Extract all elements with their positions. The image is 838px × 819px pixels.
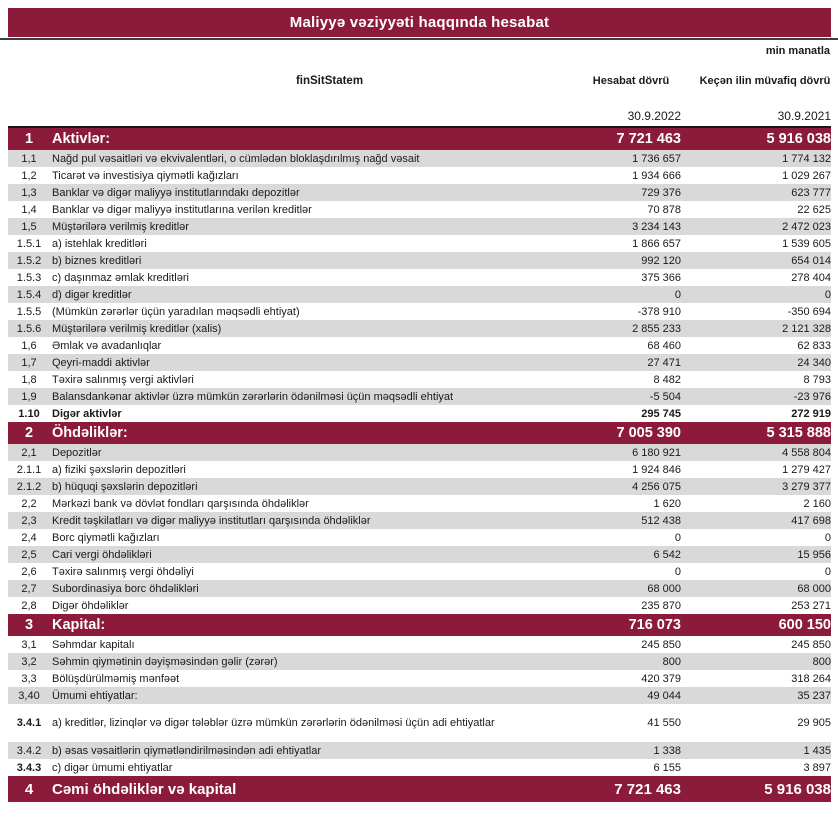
table-row — [8, 597, 831, 614]
value-current: 49 044 — [647, 689, 681, 702]
value-current: 7 005 390 — [616, 425, 681, 441]
row-label: b) hüquqi şəxslərin depozitləri — [52, 480, 198, 493]
table-row — [8, 286, 831, 303]
table-row — [8, 444, 831, 461]
value-current: 0 — [674, 531, 681, 544]
value-current: 0 — [674, 288, 681, 301]
row-number: 3.4.3 — [16, 761, 42, 774]
row-number: 3,2 — [21, 655, 37, 668]
row-number: 1,5 — [21, 220, 37, 233]
table-row — [8, 337, 831, 354]
row-label: Banklar və digər maliyyə institutlarına verilən kreditlər — [52, 203, 312, 216]
value-previous: 318 264 — [791, 672, 831, 685]
value-current: 8 482 — [653, 373, 681, 386]
row-label: d) digər kreditlər — [52, 288, 132, 301]
value-previous: 654 014 — [791, 254, 831, 267]
row-label: Cari vergi öhdəlikləri — [52, 548, 152, 561]
value-previous: 68 000 — [797, 582, 831, 595]
value-previous: 800 — [812, 655, 831, 668]
report-title: Maliyyə vəziyyəti haqqında hesabat — [289, 14, 550, 31]
value-current: 1 934 666 — [632, 169, 681, 182]
value-previous: 62 833 — [797, 339, 831, 352]
value-previous: 1 029 267 — [782, 169, 831, 182]
row-number: 1,9 — [21, 390, 37, 403]
value-previous: 245 850 — [791, 638, 831, 651]
row-number: 1,3 — [21, 186, 37, 199]
row-label: Kredit təşkilatları və digər maliyyə institutları qarşısında öhdəliklər — [52, 514, 371, 527]
date-header-row — [8, 103, 831, 128]
table-row — [8, 269, 831, 286]
row-number: 2,4 — [21, 531, 37, 544]
value-current: 27 471 — [647, 356, 681, 369]
value-previous: 417 698 — [791, 514, 831, 527]
column-header-previous-period: Keçən ilin müvafiq dövrü — [699, 74, 831, 87]
table-row — [8, 167, 831, 184]
unit-note-row — [0, 40, 838, 59]
row-label: Balansdankənar aktivlər üzrə mümkün zərərlərin ödənilməsi üçün məqsədli ehtiyat — [52, 390, 454, 403]
value-previous: 5 916 038 — [766, 131, 831, 147]
table-row — [8, 563, 831, 580]
value-current: 1 866 657 — [632, 237, 681, 250]
table-row — [8, 636, 831, 653]
value-current: 992 120 — [641, 254, 681, 267]
row-label: Digər öhdəliklər — [52, 599, 129, 612]
value-previous: 623 777 — [791, 186, 831, 199]
row-label: Səhmdar kapitalı — [52, 638, 135, 651]
row-label: Ticarət və investisiya qiymətli kağızları — [52, 169, 239, 182]
row-number: 1.5.6 — [16, 322, 42, 335]
row-label: a) istehlak kreditləri — [52, 237, 147, 250]
row-label: Depozitlər — [52, 446, 102, 459]
value-previous: 8 793 — [803, 373, 831, 386]
row-label: Nağd pul vəsaitləri və ekvivalentləri, o cümlədən bloklaşdırılmış nağd vəsait — [52, 152, 420, 165]
table-row — [8, 742, 831, 759]
row-number: 1.5.1 — [16, 237, 42, 250]
value-current: 4 256 075 — [632, 480, 681, 493]
row-number: 1,8 — [21, 373, 37, 386]
value-current: -378 910 — [637, 305, 681, 318]
table-row — [8, 512, 831, 529]
row-number: 2,3 — [21, 514, 37, 527]
value-previous: 15 956 — [797, 548, 831, 561]
value-previous: 1 435 — [803, 744, 831, 757]
row-label: b) əsas vəsaitlərin qiymətləndirilməsindən adi ehtiyatlar — [52, 744, 322, 757]
row-number: 1,7 — [21, 356, 37, 369]
row-label: Kapital: — [52, 617, 106, 633]
table-row — [8, 478, 831, 495]
table-row — [8, 303, 831, 320]
value-previous: 3 279 377 — [782, 480, 831, 493]
row-number: 1.5.5 — [16, 305, 42, 318]
row-number: 2,8 — [21, 599, 37, 612]
table-row — [8, 371, 831, 388]
value-previous: 2 472 023 — [782, 220, 831, 233]
value-previous: 5 916 038 — [764, 780, 831, 798]
table-row — [8, 150, 831, 167]
value-current: 729 376 — [641, 186, 681, 199]
value-previous: 24 340 — [797, 356, 831, 369]
table-row — [8, 529, 831, 546]
row-label: Müştərilərə verilmiş kreditlər (xalis) — [52, 322, 222, 335]
section-header-row — [8, 128, 831, 150]
table-row — [8, 354, 831, 371]
row-label: Təxirə salınmış vergi öhdəliyi — [52, 565, 194, 578]
value-previous: 35 237 — [797, 689, 831, 702]
value-current: 68 000 — [647, 582, 681, 595]
column-header-current-period: Hesabat dövrü — [592, 74, 670, 87]
value-current: 512 438 — [641, 514, 681, 527]
table-row — [8, 653, 831, 670]
value-previous: 2 160 — [803, 497, 831, 510]
row-label: Səhmin qiymətinin dəyişməsindən gəlir (zərər) — [52, 655, 278, 668]
row-number: 2,2 — [21, 497, 37, 510]
row-label: Qeyri-maddi aktivlər — [52, 356, 150, 369]
column-header-label: finSitStatem — [295, 75, 364, 87]
column-header-row — [8, 59, 831, 103]
row-number: 1.5.3 — [16, 271, 42, 284]
row-number: 1.5.4 — [16, 288, 42, 301]
value-current: 1 736 657 — [632, 152, 681, 165]
table-row — [8, 405, 831, 422]
row-number: 3.4.1 — [16, 717, 42, 729]
row-number: 1.5.2 — [16, 254, 42, 267]
row-label: Müştərilərə verilmiş kreditlər — [52, 220, 189, 233]
row-label: Banklar və digər maliyyə institutlarındakı depozitlər — [52, 186, 300, 199]
row-number: 3 — [24, 617, 34, 633]
financial-statement-sheet — [0, 8, 838, 819]
table-row — [8, 580, 831, 597]
value-current: 70 878 — [647, 203, 681, 216]
table-row — [8, 201, 831, 218]
value-current: 41 550 — [647, 717, 681, 729]
row-number: 2,5 — [21, 548, 37, 561]
row-number: 1.10 — [18, 407, 40, 420]
row-label: Əmlak və avadanlıqlar — [52, 339, 162, 352]
section-header-row — [8, 614, 831, 636]
value-current: 6 155 — [653, 761, 681, 774]
row-number: 2,1 — [21, 446, 37, 459]
row-number: 1,6 — [21, 339, 37, 352]
value-current: 6 542 — [653, 548, 681, 561]
value-current: 245 850 — [641, 638, 681, 651]
row-number: 3,40 — [18, 689, 40, 702]
value-previous: 1 279 427 — [782, 463, 831, 476]
value-previous: 2 121 328 — [782, 322, 831, 335]
table-row — [8, 759, 831, 776]
row-label: Təxirə salınmış vergi aktivləri — [52, 373, 194, 386]
value-previous: 5 315 888 — [766, 425, 831, 441]
row-label: Cəmi öhdəliklər və kapital — [52, 780, 237, 798]
row-number: 2.1.1 — [16, 463, 42, 476]
row-number: 1,4 — [21, 203, 37, 216]
previous-period-date: 30.9.2021 — [777, 109, 831, 123]
table-row — [8, 670, 831, 687]
value-current: 68 460 — [647, 339, 681, 352]
value-previous: 0 — [824, 288, 831, 301]
row-label: Subordinasiya borc öhdəlikləri — [52, 582, 199, 595]
table-row — [8, 252, 831, 269]
row-number: 2 — [24, 425, 34, 441]
total-row — [8, 776, 831, 802]
row-label: Mərkəzi bank və dövlət fondları qarşısında öhdəliklər — [52, 497, 309, 510]
row-number: 3.4.2 — [16, 744, 42, 757]
value-current: 800 — [662, 655, 681, 668]
value-current: 7 721 463 — [614, 780, 681, 798]
row-label: c) digər ümumi ehtiyatlar — [52, 761, 173, 774]
table-body — [8, 128, 831, 802]
table-row — [8, 687, 831, 704]
row-number: 2.1.2 — [16, 480, 42, 493]
section-header-row — [8, 422, 831, 444]
row-label: b) biznes kreditləri — [52, 254, 142, 267]
row-label: Borc qiymətli kağızları — [52, 531, 160, 544]
table-row — [8, 218, 831, 235]
table-row — [8, 388, 831, 405]
row-number: 1,1 — [21, 152, 37, 165]
row-label: a) fiziki şəxslərin depozitləri — [52, 463, 186, 476]
value-previous: 29 905 — [797, 717, 831, 729]
value-previous: 1 539 605 — [782, 237, 831, 250]
value-previous: 4 558 804 — [782, 446, 831, 459]
value-current: 6 180 921 — [632, 446, 681, 459]
table-row — [8, 546, 831, 563]
row-number: 3,3 — [21, 672, 37, 685]
row-label: a) kreditlər, lizinqlər və digər tələblər üzrə mümkün zərərlərin ödənilməsi üçün adi ehtiyatlar — [52, 717, 495, 729]
value-previous: 3 897 — [803, 761, 831, 774]
value-previous: 0 — [824, 531, 831, 544]
table-row — [8, 461, 831, 478]
value-current: 295 745 — [641, 407, 681, 420]
value-current: 2 855 233 — [632, 322, 681, 335]
row-label: c) daşınmaz əmlak kreditləri — [52, 271, 189, 284]
row-label: Ümumi ehtiyatlar: — [52, 689, 138, 702]
unit-note: min manatla — [765, 45, 830, 57]
value-current: 235 870 — [641, 599, 681, 612]
table-row — [8, 495, 831, 512]
row-number: 2,6 — [21, 565, 37, 578]
value-previous: -350 694 — [787, 305, 831, 318]
value-previous: 0 — [824, 565, 831, 578]
table-row — [8, 320, 831, 337]
value-previous: 272 919 — [791, 407, 831, 420]
report-title-bar — [8, 8, 831, 37]
row-label: Aktivlər: — [52, 131, 111, 147]
value-current: 375 366 — [641, 271, 681, 284]
value-current: 1 338 — [653, 744, 681, 757]
value-current: 0 — [674, 565, 681, 578]
value-previous: 278 404 — [791, 271, 831, 284]
table-row — [8, 235, 831, 252]
value-previous: 600 150 — [778, 617, 831, 633]
row-label: Digər aktivlər — [52, 407, 122, 420]
value-current: 7 721 463 — [616, 131, 681, 147]
row-number: 2,7 — [21, 582, 37, 595]
table-row — [8, 184, 831, 201]
row-number: 1,2 — [21, 169, 37, 182]
row-label: (Mümkün zərərlər üçün yaradılan məqsədli ehtiyat) — [52, 305, 300, 318]
row-number: 1 — [24, 131, 34, 147]
row-label: Öhdəliklər: — [52, 425, 128, 441]
value-current: 716 073 — [628, 617, 681, 633]
value-current: 1 924 846 — [632, 463, 681, 476]
table-row — [8, 704, 831, 742]
value-previous: -23 976 — [793, 390, 831, 403]
value-current: 420 379 — [641, 672, 681, 685]
value-previous: 22 625 — [797, 203, 831, 216]
value-current: 1 620 — [653, 497, 681, 510]
row-label: Bölüşdürülməmiş mənfəət — [52, 672, 180, 685]
value-current: 3 234 143 — [632, 220, 681, 233]
row-number: 4 — [24, 780, 34, 798]
row-number: 3,1 — [21, 638, 37, 651]
current-period-date: 30.9.2022 — [627, 109, 681, 123]
value-previous: 1 774 132 — [782, 152, 831, 165]
value-current: -5 504 — [649, 390, 681, 403]
value-previous: 253 271 — [791, 599, 831, 612]
